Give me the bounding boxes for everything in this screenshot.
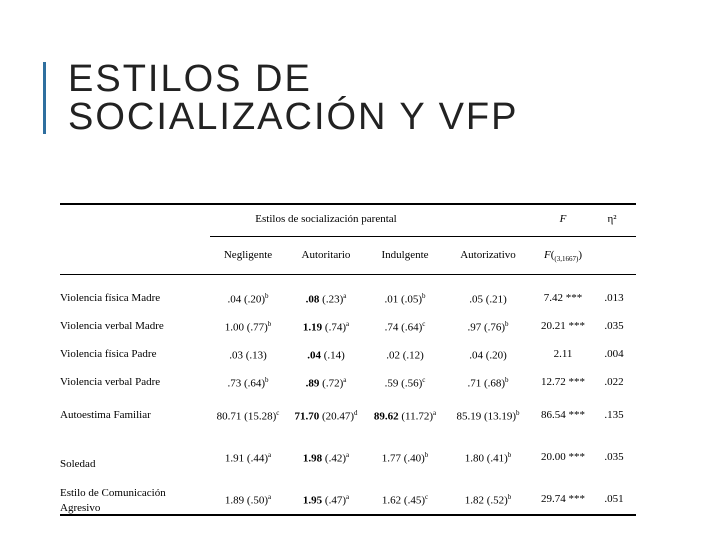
cell-superscript: a bbox=[343, 292, 347, 300]
cell-superscript: a bbox=[345, 451, 350, 459]
cell-f: 12.72 *** bbox=[541, 376, 585, 388]
cell-value: .04 (.20) bbox=[227, 293, 266, 306]
cell-superscript: c bbox=[424, 493, 429, 501]
slide-title-line2: SOCIALIZACIÓN Y VFP bbox=[68, 96, 519, 138]
cell-superscript: b bbox=[516, 409, 520, 417]
slide-title bbox=[68, 60, 519, 136]
table-group-rule bbox=[210, 236, 636, 237]
cell-value: 1.62 (.45) bbox=[381, 494, 425, 507]
cell-aut bbox=[303, 493, 349, 507]
cell-f: 86.54 *** bbox=[541, 409, 585, 421]
cell-superscript: b bbox=[505, 376, 509, 384]
cell-value: .97 (.76) bbox=[467, 321, 506, 334]
cell-atz bbox=[469, 292, 507, 306]
cell-eta: .035 bbox=[604, 451, 624, 463]
cell-superscript: a bbox=[267, 451, 272, 459]
cell-atz bbox=[465, 493, 512, 507]
table-bottom-rule bbox=[60, 514, 636, 516]
cell-f: 2.11 bbox=[553, 348, 573, 360]
header-f: F bbox=[559, 213, 567, 225]
cell-aut bbox=[294, 409, 357, 423]
cell-value: 1.00 (.77) bbox=[224, 321, 268, 334]
cell-aut bbox=[307, 348, 345, 362]
cell-f: 20.00 *** bbox=[541, 451, 585, 463]
row-label: Estilo de Comunicación bbox=[60, 487, 166, 499]
cell-superscript: c bbox=[422, 320, 426, 328]
cell-superscript: d bbox=[354, 409, 358, 417]
cell-ind bbox=[384, 292, 425, 306]
cell-value: .04 (.14) bbox=[307, 349, 345, 362]
cell-value: 1.91 (.44) bbox=[224, 452, 268, 465]
cell-value: 80.71 (15.28) bbox=[216, 410, 277, 423]
cell-superscript: b bbox=[422, 292, 426, 300]
cell-value: 71.70 (20.47) bbox=[294, 410, 355, 423]
cell-superscript: c bbox=[422, 376, 426, 384]
cell-value: 1.98 (.42) bbox=[302, 452, 346, 465]
cell-eta: .035 bbox=[604, 320, 624, 332]
cell-superscript: b bbox=[507, 451, 512, 459]
cell-atz bbox=[465, 451, 512, 465]
cell-value: .89 (.72) bbox=[305, 377, 344, 390]
cell-atz bbox=[456, 409, 519, 423]
cell-atz bbox=[469, 348, 507, 362]
cell-eta: .051 bbox=[604, 493, 624, 505]
cell-value: 1.89 (.50) bbox=[224, 494, 268, 507]
cell-value: 1.19 (.74) bbox=[302, 321, 346, 334]
cell-value: .71 (.68) bbox=[467, 377, 506, 390]
cell-superscript: a bbox=[343, 376, 347, 384]
cell-neg bbox=[229, 348, 267, 362]
cell-value: 89.62 (11.72) bbox=[373, 410, 434, 423]
cell-superscript: b bbox=[507, 493, 512, 501]
row-label: Violencia física Padre bbox=[60, 348, 157, 360]
cell-ind bbox=[374, 409, 436, 423]
cell-superscript: a bbox=[345, 493, 350, 501]
cell-atz bbox=[467, 376, 508, 390]
cell-superscript: a bbox=[267, 493, 272, 501]
cell-f: 29.74 *** bbox=[541, 493, 585, 505]
cell-superscript: b bbox=[265, 376, 269, 384]
cell-neg bbox=[217, 409, 280, 423]
cell-aut bbox=[306, 292, 347, 306]
header-col-indulgente: Indulgente bbox=[381, 249, 429, 261]
cell-value: .59 (.56) bbox=[384, 377, 423, 390]
cell-ind bbox=[382, 493, 428, 507]
cell-eta: .135 bbox=[604, 409, 624, 421]
cell-neg bbox=[225, 451, 271, 465]
cell-value: 85.19 (13.19) bbox=[456, 410, 517, 423]
cell-f: 7.42 *** bbox=[543, 292, 583, 304]
cell-superscript: a bbox=[345, 320, 350, 328]
slide-title-line1: ESTILOS DE bbox=[68, 58, 312, 100]
cell-aut bbox=[303, 320, 349, 334]
header-eta: η² bbox=[607, 213, 617, 225]
cell-value: .03 (.13) bbox=[229, 349, 267, 362]
cell-aut bbox=[306, 376, 347, 390]
cell-value: 1.77 (.40) bbox=[381, 452, 425, 465]
header-col-autoritario: Autoritario bbox=[301, 249, 351, 261]
row-label: Violencia verbal Padre bbox=[60, 376, 161, 388]
cell-value: 1.80 (.41) bbox=[464, 452, 508, 465]
cell-superscript: b bbox=[424, 451, 429, 459]
row-label: Violencia física Madre bbox=[60, 292, 161, 304]
cell-superscript: b bbox=[505, 320, 509, 328]
row-label: Soledad bbox=[60, 458, 96, 470]
cell-value: .01 (.05) bbox=[384, 293, 423, 306]
header-group-label: Estilos de socialización parental bbox=[255, 213, 397, 225]
cell-value: .08 (.23) bbox=[305, 293, 344, 306]
cell-value: .05 (.21) bbox=[469, 293, 507, 306]
cell-f: 20.21 *** bbox=[541, 320, 585, 332]
row-label-continued: Agresivo bbox=[60, 502, 101, 514]
row-label: Autoestima Familiar bbox=[60, 409, 151, 421]
cell-ind bbox=[385, 320, 426, 334]
cell-neg bbox=[225, 320, 272, 334]
title-accent-bar bbox=[43, 62, 46, 134]
cell-eta: .013 bbox=[604, 292, 624, 304]
cell-eta: .004 bbox=[604, 348, 624, 360]
header-f-df-base: F bbox=[544, 249, 551, 261]
cell-atz bbox=[467, 320, 508, 334]
cell-eta: .022 bbox=[604, 376, 624, 388]
cell-value: .04 (.20) bbox=[469, 349, 507, 362]
header-col-negligente: Negligente bbox=[223, 249, 273, 261]
cell-superscript: c bbox=[276, 409, 280, 417]
header-f-df-sub: (3,1667) bbox=[554, 255, 579, 264]
cell-value: .73 (.64) bbox=[227, 377, 266, 390]
row-label: Violencia verbal Madre bbox=[60, 320, 164, 332]
header-f-df: $F(_{(3,1667)})$ bbox=[544, 249, 582, 264]
header-col-autorizativo: Autorizativo bbox=[460, 249, 516, 261]
cell-value: 1.95 (.47) bbox=[302, 494, 346, 507]
cell-value: .02 (.12) bbox=[386, 349, 424, 362]
cell-neg bbox=[225, 493, 271, 507]
cell-aut bbox=[303, 451, 349, 465]
cell-ind bbox=[386, 348, 424, 362]
cell-ind bbox=[385, 376, 426, 390]
cell-ind bbox=[382, 451, 429, 465]
table-header-rule bbox=[60, 274, 636, 275]
cell-neg bbox=[227, 376, 268, 390]
cell-value: 1.82 (.52) bbox=[464, 494, 508, 507]
cell-superscript: b bbox=[267, 320, 272, 328]
header-f-df-tail: ) bbox=[578, 249, 582, 261]
cell-value: .74 (.64) bbox=[384, 321, 423, 334]
cell-neg bbox=[227, 292, 268, 306]
cell-superscript: a bbox=[433, 409, 437, 417]
table-top-rule bbox=[60, 203, 636, 205]
cell-superscript: b bbox=[265, 292, 269, 300]
